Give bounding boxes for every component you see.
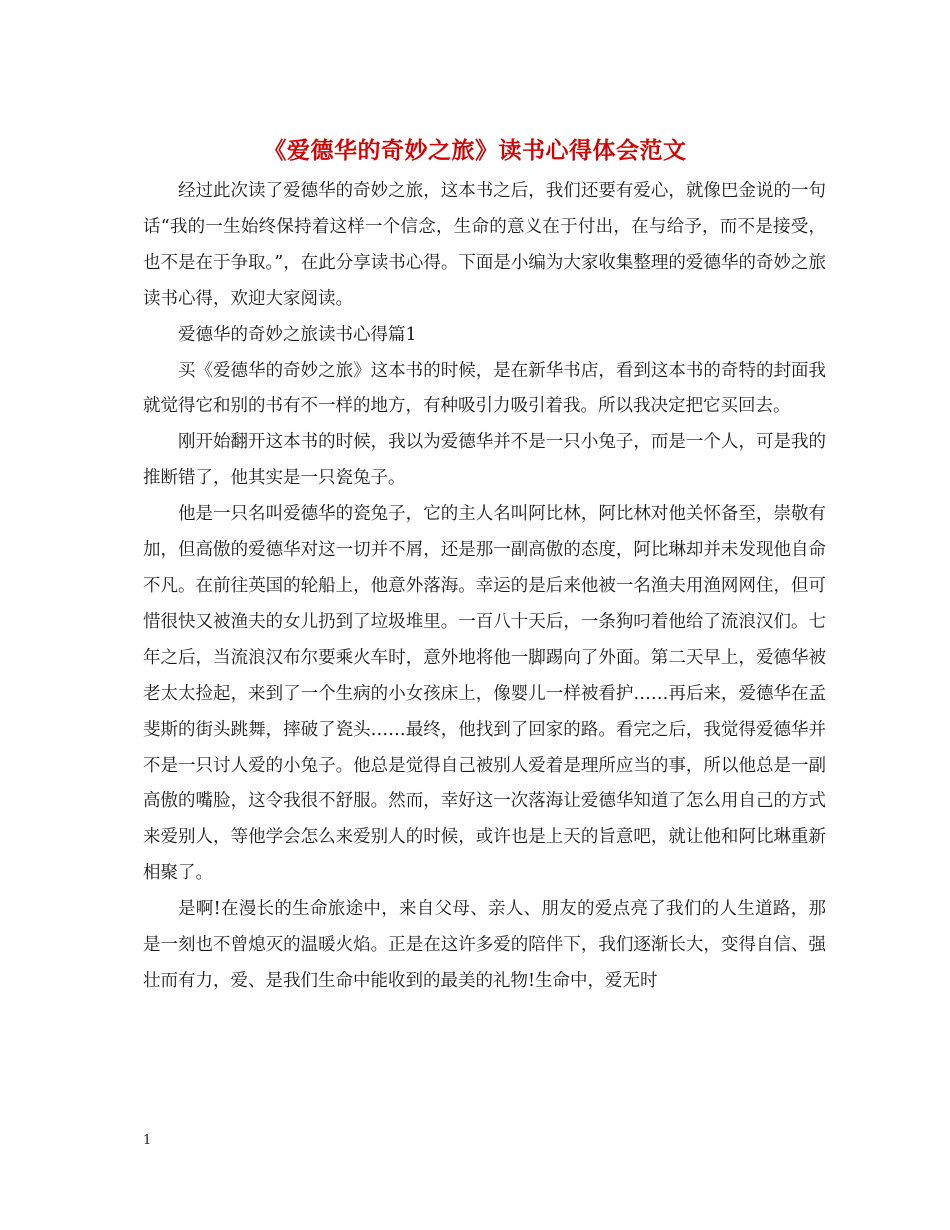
- paragraph: 买《爱德华的奇妙之旅》这本书的时候，是在新华书店，看到这本书的奇特的封面我就觉得它和别的书有不一样的地方，有种吸引力吸引着我。所以我决定把它买回去。: [143, 360, 826, 417]
- paragraph: 是啊!在漫长的生命旅途中，来自父母、亲人、朋友的爱点亮了我们的人生道路，那是一刻也不曾熄灭的温暖火焰。正是在这许多爱的陪伴下，我们逐渐长大，变得自信、强壮而有力，爱、是我们生命中能收到的最美的礼物!生命中，爱无时: [143, 899, 826, 991]
- document-body: [143, 174, 826, 1000]
- page-number: 1: [143, 1133, 152, 1148]
- section-heading: 爱德华的奇妙之旅读书心得篇1: [178, 324, 417, 345]
- document-title: 《爱德华的奇妙之旅》读书心得体会范文: [263, 137, 687, 164]
- paragraph: 刚开始翻开这本书的时候，我以为爱德华并不是一只小兔子，而是一个人，可是我的推断错了，他其实是一只瓷兔子。: [143, 432, 826, 489]
- paragraph: 他是一只名叫爱德华的瓷兔子，它的主人名叫阿比林，阿比林对他关怀备至，崇敬有加，但高傲的爱德华对这一切并不屑，还是那一副高傲的态度，阿比琳却并未发现他自命不凡。在前往英国的轮船上，他意外落海。幸运的是后来他被一名渔夫用渔网网住，但可惜很快又被渔夫的女儿扔到了垃圾堆里。一百八十天后，一条狗叼着他给了流浪汉们。七年之后，当流浪汉布尔要乘火车时，意外地将他一脚踢向了外面。第二天早上，爱德华被老太太捡起，来到了一个生病的小女孩床上，像婴儿一样被看护……再后来，爱德华在孟斐斯的街头跳舞，摔破了瓷头……最终，他找到了回家的路。看完之后，我觉得爱德华并不是一只讨人爱的小兔子。他总是觉得自己被别人爱着是理所应当的事，所以他总是一副高傲的嘴脸，这令我很不舒服。然而，幸好这一次落海让爱德华知道了怎么用自己的方式来爱别人，等他学会怎么来爱别人的时候，或许也是上天的旨意吧，就让他和阿比琳重新相聚了。: [143, 504, 826, 884]
- paragraph-intro: 经过此次读了爱德华的奇妙之旅，这本书之后，我们还要有爱心，就像巴金说的一句话“我的一生始终保持着这样一个信念，生命的意义在于付出，在与给予，而不是接受，也不是在于争取。”，在此分享读书心得。下面是小编为大家收集整理的爱德华的奇妙之旅读书心得，欢迎大家阅读。: [143, 181, 826, 309]
